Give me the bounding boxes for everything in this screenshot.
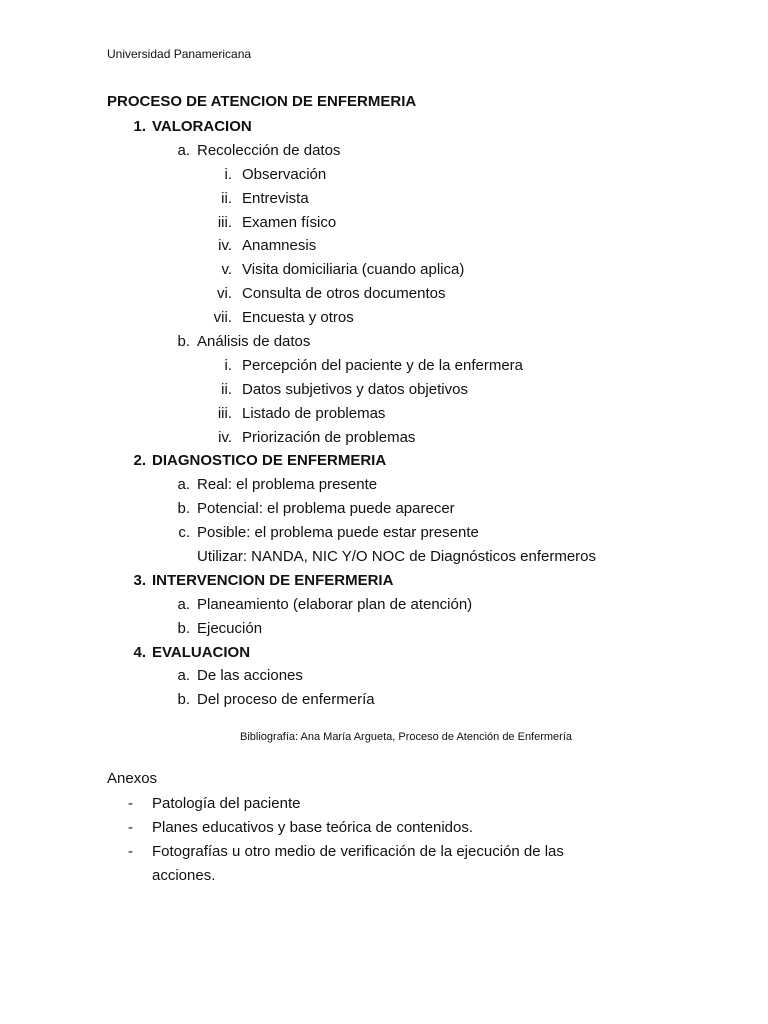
- list-item-text: Real: el problema presente: [197, 476, 378, 494]
- sub-list-item: [0, 282, 768, 306]
- sub-list-item: [0, 163, 768, 187]
- list-marker: ii.: [221, 380, 232, 398]
- sub-list-item: [0, 234, 768, 258]
- list-marker: iii.: [217, 213, 232, 231]
- list-item: [0, 473, 768, 497]
- list-marker: 3.: [133, 571, 146, 589]
- list-item: [0, 593, 768, 617]
- sub-list-item: [0, 187, 768, 211]
- list-item-text: EVALUACION: [152, 643, 251, 661]
- list-item-text: Potencial: el problema puede aparecer: [197, 500, 455, 518]
- list-marker: v.: [221, 261, 232, 279]
- annex-item-text: Planes educativos y base teórica de contenidos.: [152, 818, 474, 836]
- list-item-text: Examen físico: [242, 213, 337, 231]
- list-item-text: Priorización de problemas: [242, 428, 416, 446]
- annex-item: [0, 816, 768, 840]
- list-item: [0, 617, 768, 641]
- sub-list-item: [0, 426, 768, 450]
- list-marker: iii.: [217, 404, 232, 422]
- sub-list-item: [0, 258, 768, 282]
- document-title: PROCESO DE ATENCION DE ENFERMERIA: [107, 93, 417, 110]
- list-marker: iv.: [218, 237, 232, 255]
- list-item-text: Datos subjetivos y datos objetivos: [242, 380, 468, 398]
- list-marker: a.: [177, 141, 190, 159]
- list-item: [0, 497, 768, 521]
- page-header: Universidad Panamericana: [107, 47, 252, 61]
- list-item-text: Entrevista: [242, 189, 309, 207]
- list-marker: b.: [177, 333, 190, 351]
- dash-bullet: -: [128, 795, 133, 812]
- sub-list-item: [0, 354, 768, 378]
- list-item-text: Observación: [242, 165, 327, 183]
- list-marker: a.: [177, 476, 190, 494]
- section-heading: [0, 449, 768, 473]
- list-item-text: VALORACION: [152, 118, 252, 135]
- dash-bullet: -: [128, 842, 133, 860]
- list-marker: ii.: [221, 189, 232, 207]
- list-marker: b.: [177, 691, 190, 709]
- section-heading: [0, 569, 768, 593]
- sub-list-item: [0, 402, 768, 426]
- list-item: [0, 139, 768, 163]
- list-item-text: Utilizar: NANDA, NIC Y/O NOC de Diagnósticos enfermeros: [197, 548, 597, 566]
- list-marker: iv.: [218, 428, 232, 446]
- annex-title: Anexos: [107, 770, 158, 787]
- annex-item-text: Patología del paciente: [152, 795, 301, 812]
- list-marker: 4.: [133, 643, 146, 661]
- list-item-text: Anamnesis: [242, 237, 317, 255]
- list-item-text: Recolección de datos: [197, 141, 341, 159]
- list-marker: 2.: [133, 452, 146, 470]
- section-heading: [0, 115, 768, 139]
- annex-list: [0, 792, 768, 888]
- list-item-text: De las acciones: [197, 667, 303, 685]
- list-item-text: Encuesta y otros: [242, 309, 354, 327]
- process-outline: [0, 115, 768, 712]
- list-item-text: INTERVENCION DE ENFERMERIA: [152, 571, 394, 589]
- sub-list-item: [0, 211, 768, 235]
- bibliography-note: Bibliografía: Ana María Argueta, Proceso de Atención de Enfermería: [239, 731, 573, 743]
- list-item-text: Consulta de otros documentos: [242, 285, 446, 303]
- section-heading: [0, 641, 768, 665]
- list-marker: vii.: [213, 309, 232, 327]
- list-item-text: DIAGNOSTICO DE ENFERMERIA: [152, 452, 387, 470]
- list-item-text: Del proceso de enfermería: [197, 691, 375, 709]
- list-item: [0, 521, 768, 545]
- list-item: [0, 688, 768, 712]
- list-marker: c.: [178, 524, 190, 542]
- list-marker: 1.: [133, 118, 146, 135]
- list-marker: b.: [177, 619, 190, 637]
- sub-list-item: [0, 306, 768, 330]
- sub-list-item: [0, 378, 768, 402]
- annex-item-text: Fotografías u otro medio de verificación de la ejecución de las acciones.: [152, 842, 564, 884]
- list-item-text: Planeamiento (elaborar plan de atención): [197, 595, 473, 613]
- list-item: [0, 330, 768, 354]
- list-item-text: Posible: el problema puede estar presente: [197, 524, 479, 542]
- dash-bullet: -: [128, 818, 133, 836]
- list-item-text: Percepción del paciente y de la enfermera: [242, 356, 524, 374]
- list-item: [0, 664, 768, 688]
- list-item-text: Visita domiciliaria (cuando aplica): [242, 261, 465, 279]
- annex-item: [0, 840, 768, 888]
- list-marker: i.: [224, 165, 232, 183]
- list-item-text: Listado de problemas: [242, 404, 386, 422]
- annex-item: [0, 792, 768, 816]
- list-item-text: Ejecución: [197, 619, 263, 637]
- list-marker: b.: [177, 500, 190, 518]
- list-marker: a.: [177, 667, 190, 685]
- list-marker: a.: [177, 595, 190, 613]
- list-marker: i.: [224, 356, 232, 374]
- list-marker: vi.: [217, 285, 232, 303]
- section-note: [0, 545, 768, 569]
- list-item-text: Análisis de datos: [197, 333, 311, 351]
